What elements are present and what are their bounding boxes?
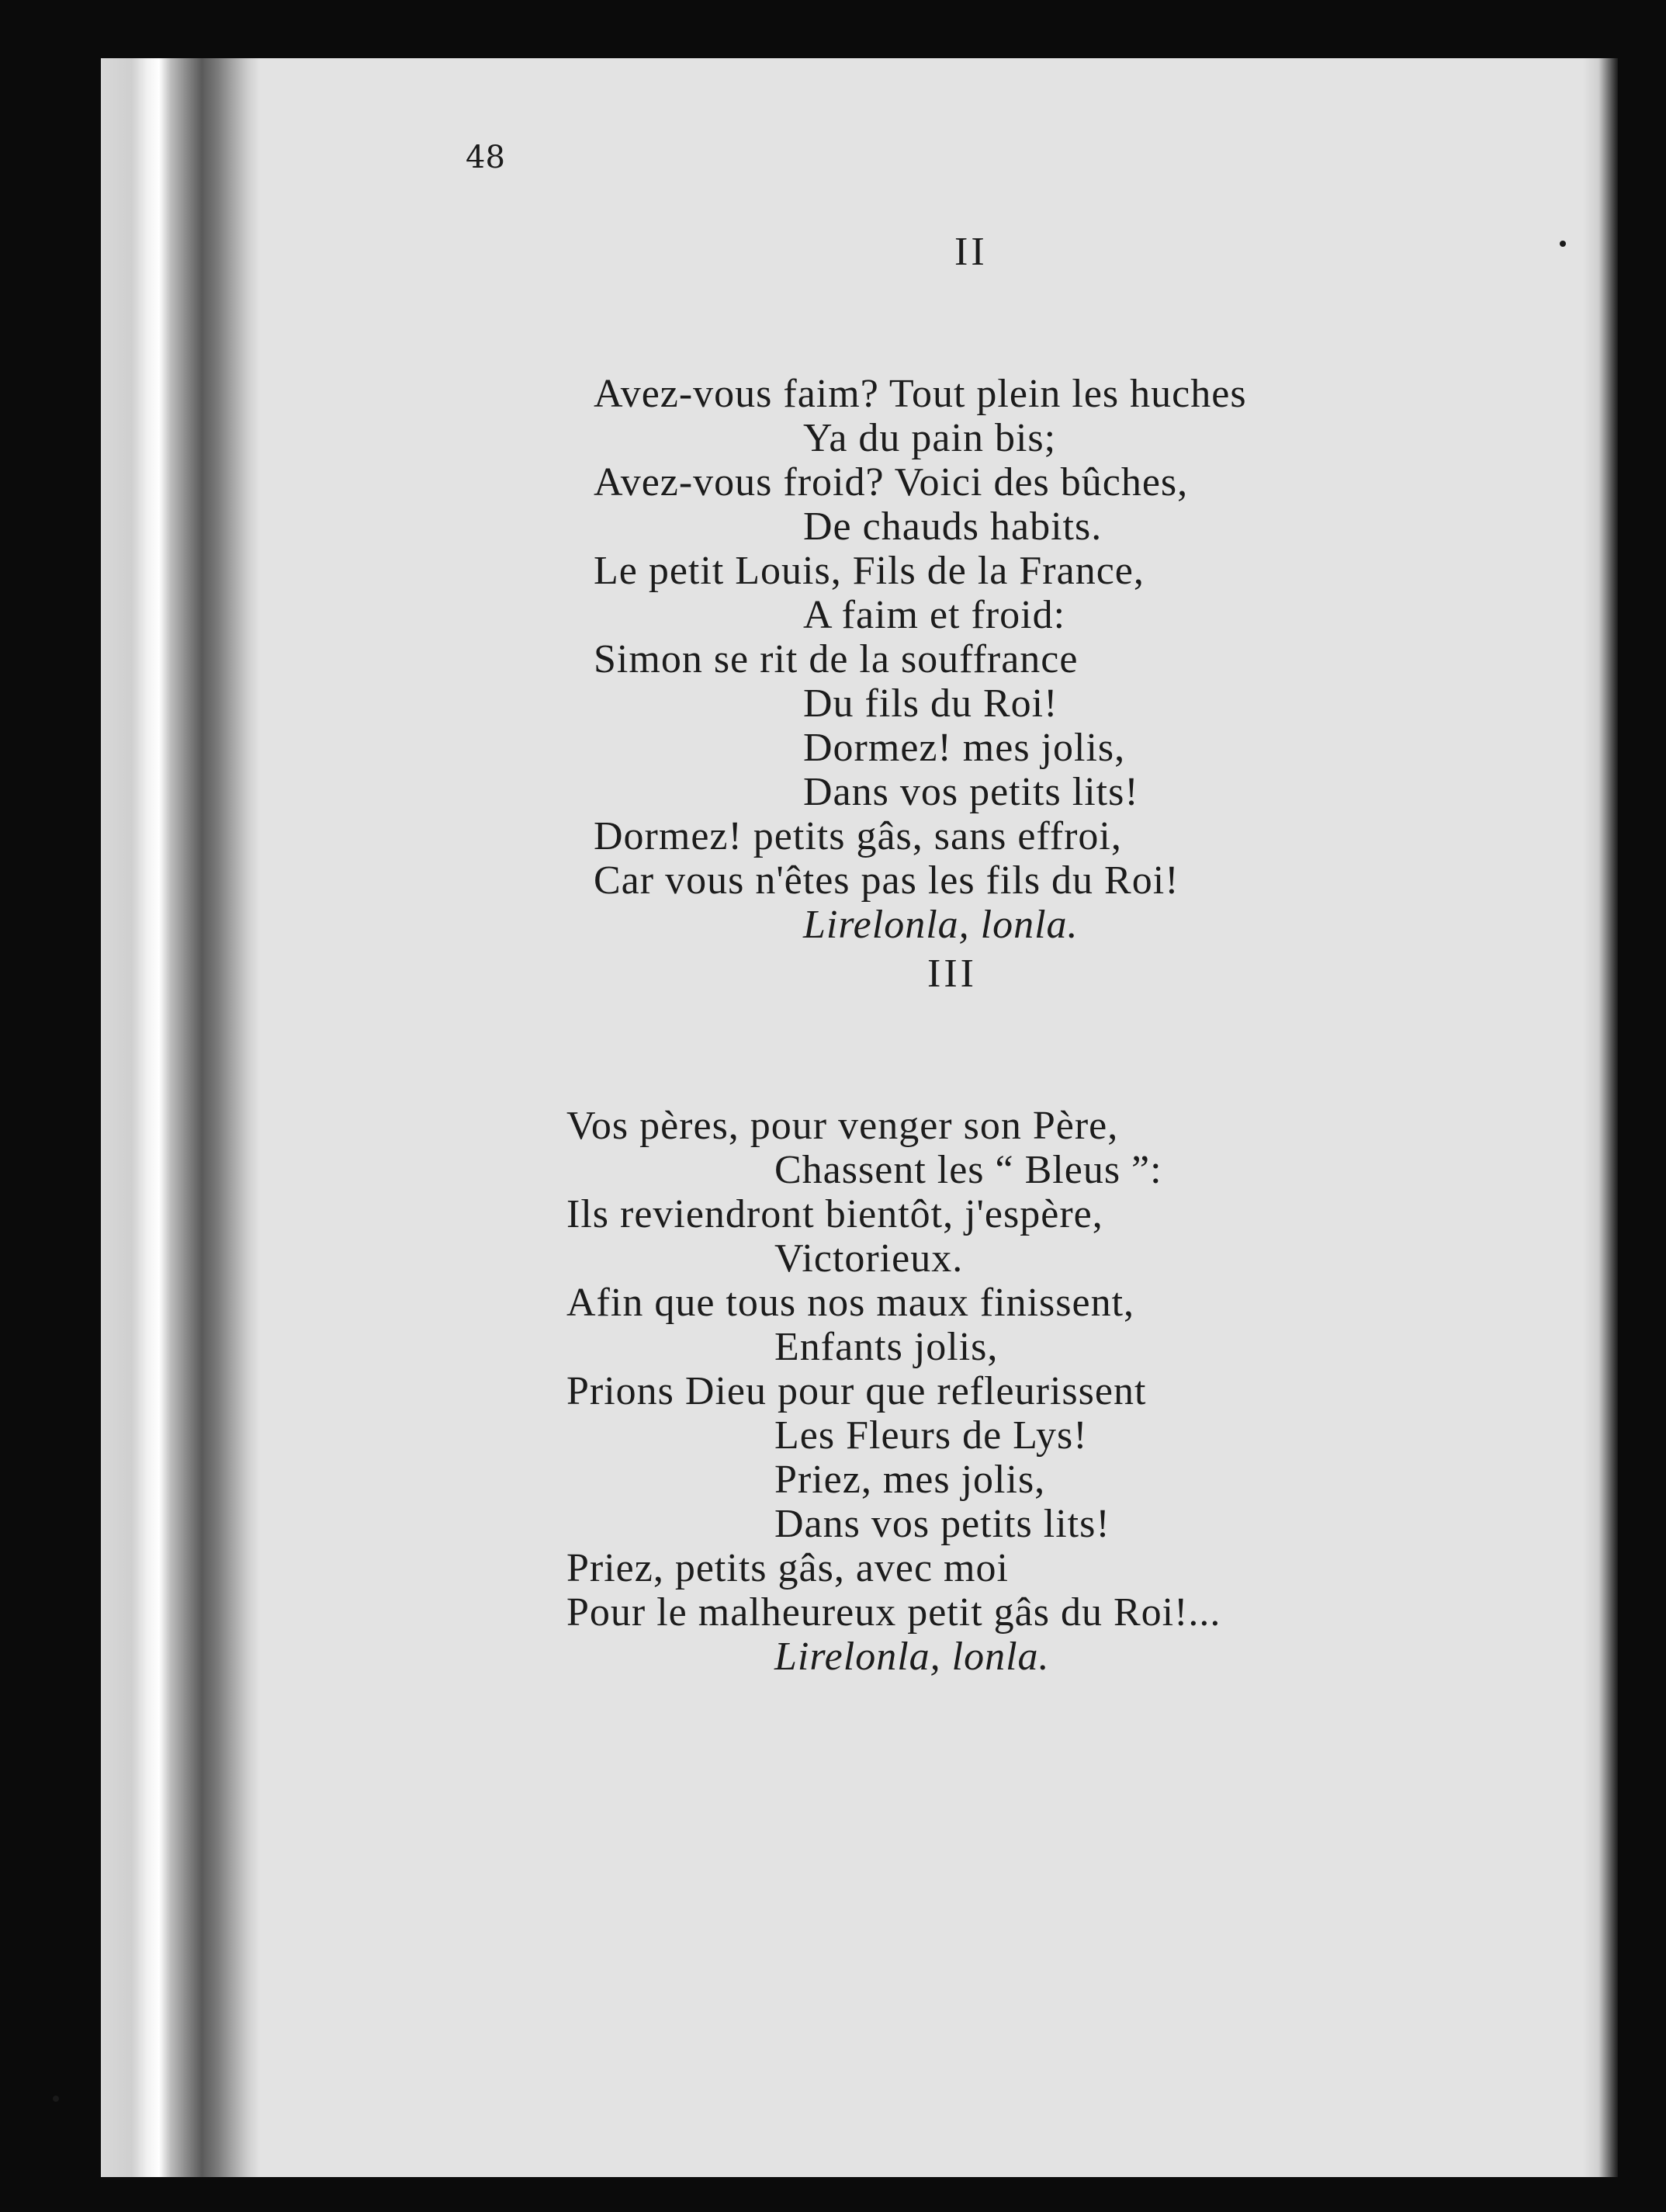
refrain-line: Lirelonla, lonla.	[803, 903, 1079, 947]
verse-line: Ya du pain bis;	[803, 416, 1057, 460]
verse-line: Avez-vous faim? Tout plein les huches	[594, 372, 1247, 416]
stanza-heading-ii: II	[954, 230, 988, 274]
verse-line: Chassent les “ Bleus ”:	[774, 1148, 1162, 1192]
verse-line: Dormez! petits gâs, sans effroi,	[594, 814, 1122, 858]
verse-line: Afin que tous nos maux finissent,	[566, 1281, 1135, 1325]
verse-line: Du fils du Roi!	[803, 681, 1058, 726]
page-number: 48	[466, 140, 505, 175]
verse-line: Victorieux.	[774, 1236, 964, 1281]
verse-line: Simon se rit de la souffrance	[594, 637, 1079, 681]
verse-line: Enfants jolis,	[774, 1325, 999, 1369]
page-right-edge	[1583, 58, 1618, 2177]
verse-line: Avez-vous froid? Voici des bûches,	[594, 460, 1189, 504]
verse-line: Priez, petits gâs, avec moi	[566, 1546, 1009, 1590]
verse-line: Dans vos petits lits!	[774, 1502, 1110, 1546]
refrain-line: Lirelonla, lonla.	[774, 1635, 1050, 1679]
verse-line: Car vous n'êtes pas les fils du Roi!	[594, 858, 1179, 903]
verse-line: Priez, mes jolis,	[774, 1458, 1046, 1502]
verse-line: Le petit Louis, Fils de la France,	[594, 549, 1145, 593]
book-page	[101, 58, 1618, 2177]
scan-speck	[53, 2096, 59, 2102]
verse-line: Dormez! mes jolis,	[803, 726, 1126, 770]
verse-line: Vos pères, pour venger son Père,	[566, 1104, 1119, 1148]
verse-line: Pour le malheureux petit gâs du Roi!...	[566, 1590, 1221, 1635]
verse-line: Ils reviendront bientôt, j'espère,	[566, 1192, 1103, 1236]
page-gutter	[101, 58, 260, 2177]
scan-speck	[1560, 241, 1566, 247]
verse-line: A faim et froid:	[803, 593, 1066, 637]
verse-line: Les Fleurs de Lys!	[774, 1413, 1088, 1458]
verse-line: De chauds habits.	[803, 504, 1103, 549]
verse-line: Prions Dieu pour que refleurissent	[566, 1369, 1147, 1413]
stanza-heading-iii: III	[927, 952, 977, 996]
verse-line: Dans vos petits lits!	[803, 770, 1139, 814]
